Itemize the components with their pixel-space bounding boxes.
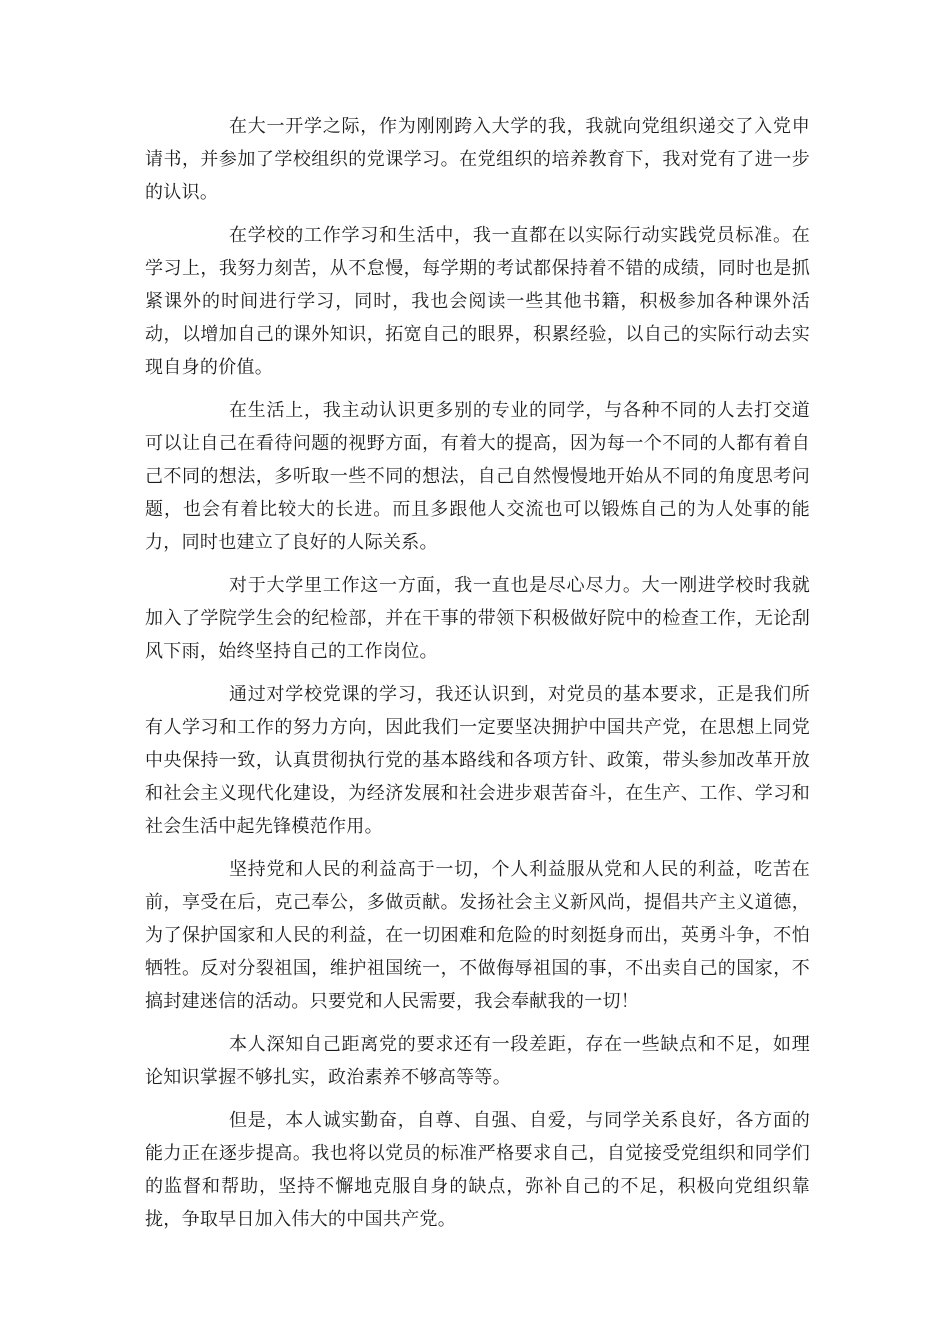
paragraph-party-course: 通过对学校党课的学习，我还认识到，对党员的基本要求，正是我们所有人学习和工作的努力方向，因此我们一定要坚决拥护中国共产党，在思想上同党中央保持一致，认真贯彻执行党的基本路线和各项方针、政策，带头参加改革开放和社会主义现代化建设，为经济发展和社会进步艰苦奋斗，在生产、工作、学习和社会生活中起先锋模范作用。 — [145, 684, 810, 837]
paragraph-shortcomings: 本人深知自己距离党的要求还有一段差距，存在一些缺点和不足，如理论知识掌握不够扎实，政治素养不够高等等。 — [145, 1034, 810, 1088]
paragraph-study: 在学校的工作学习和生活中，我一直都在以实际行动实践党员标准。在学习上，我努力刻苦，从不怠慢，每学期的考试都保持着不错的成绩，同时也是抓紧课外的时间进行学习，同时，我也会阅读一些其他书籍，积极参加各种课外活动，以增加自己的课外知识，拓宽自己的眼界，积累经验，以自己的实际行动去实现自身的价值。 — [145, 225, 810, 378]
paragraph-commitment: 但是，本人诚实勤奋，自尊、自强、自爱，与同学关系良好，各方面的能力正在逐步提高。我也将以党员的标准严格要求自己，自觉接受党组织和同学们的监督和帮助，坚持不懈地克服自身的缺点，弥补自己的不足，积极向党组织靠拢，争取早日加入伟大的中国共产党。 — [145, 1110, 810, 1230]
paragraph-enrollment: 在大一开学之际，作为刚刚跨入大学的我，我就向党组织递交了入党申请书，并参加了学校组织的党课学习。在党组织的培养教育下，我对党有了进一步的认识。 — [145, 116, 810, 203]
paragraph-work: 对于大学里工作这一方面，我一直也是尽心尽力。大一刚进学校时我就加入了学院学生会的纪检部，并在干事的带领下积极做好院中的检查工作，无论刮风下雨，始终坚持自己的工作岗位。 — [145, 575, 810, 662]
document-body — [145, 110, 810, 1246]
paragraph-life: 在生活上，我主动认识更多别的专业的同学，与各种不同的人去打交道可以让自己在看待问题的视野方面，有着大的提高，因为每一个不同的人都有着自己不同的想法，多听取一些不同的想法，自己自然慢慢地开始从不同的角度思考问题，也会有着比较大的长进。而且多跟他人交流也可以锻炼自己的为人处事的能力，同时也建立了良好的人际关系。 — [145, 400, 810, 553]
paragraph-party-interest: 坚持党和人民的利益高于一切，个人利益服从党和人民的利益，吃苦在前，享受在后，克己奉公，多做贡献。发扬社会主义新风尚，提倡共产主义道德，为了保护国家和人民的利益，在一切困难和危险的时刻挺身而出，英勇斗争，不怕牺牲。反对分裂祖国，维护祖国统一，不做侮辱祖国的事，不出卖自己的国家，不搞封建迷信的活动。只要党和人民需要，我会奉献我的一切！ — [145, 859, 810, 1012]
